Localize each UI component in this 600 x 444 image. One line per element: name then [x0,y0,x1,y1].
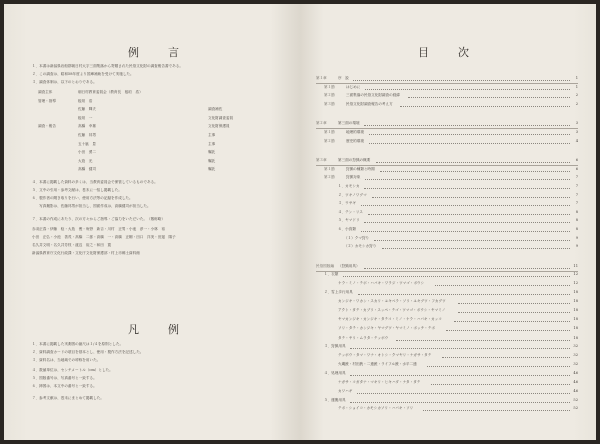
toc-leader [364,268,570,269]
staff-name: 板垣 浩 [78,98,93,103]
toc-leader [350,375,570,376]
toc-page-number: 8 [575,227,578,231]
toc-entry [316,210,578,218]
toc-title: ２．雪上歩行用具 [324,290,353,295]
toc-label: 第３節 [324,101,335,106]
staff-name: 佐藤 邦男 [78,133,96,137]
hanrei-item: ７．参考文献は、巻末にまとめて掲載した。 [32,396,104,400]
toc-title: テボ・ショイコ・カモシカソリ・ハバキ・ソリ [338,406,414,411]
toc-entry [316,201,578,209]
staff-row [32,124,272,130]
toc-page-number: 8 [575,218,578,223]
staff-note: 調査補佐 [208,107,223,112]
toc-entry [316,353,578,361]
toc-leader [380,171,570,172]
toc-entry [316,85,578,93]
toc-leader [454,321,570,322]
toc-title: ３．ウサギ [338,201,356,206]
toc-page-number: 18 [573,308,578,312]
staff-role: 管理・指導 [38,98,56,103]
hanrei-item: ６．挿図は、本文中の番号と一致する。 [32,384,97,388]
toc-leader [458,312,570,313]
staff-note: 主事 [208,133,216,137]
toc-entry [316,175,578,183]
staff-role: 調査・報告 [38,124,56,129]
toc-page-number: 18 [573,326,578,331]
toc-entry [316,290,578,298]
reigen-item: ５．文中の引用・参考文献は、巻末に一括し掲載した。 [32,188,122,192]
staff-row [32,142,272,148]
toc-entry [316,308,578,316]
toc-leader [365,179,570,180]
staff-row [32,133,272,139]
toc-leader [343,276,570,277]
toc-title: カンジキ・ワカン・スカリ・ユキベラ・ソリ・ユキグツ・フカグツ [338,298,446,303]
toc-title: ４．処理用具 [324,371,346,376]
staff-row [32,159,272,165]
staff-role: 調査主体 [38,90,53,94]
toc-label: 第３章 [316,158,327,163]
toc-page-number: 6 [575,158,578,163]
toc-page-number: 46 [573,389,578,393]
toc-entry [316,389,578,397]
staff-row [32,116,272,122]
hanrei-item: ２．資料調査カードの項目を基本とし、使用・製作方法を記述した。 [32,350,144,354]
toc-label: 第１節 [324,84,335,89]
toc-entry [316,326,578,334]
toc-entry [316,380,578,388]
staff-note: 主事 [208,141,216,146]
reigen-item: ７．本書の作成にあたり、次の方々からご指導・ご協力をいただいた。（敬称略） [32,217,165,221]
toc-entry [316,227,578,235]
toc-leader [442,357,570,358]
toc-title: ナガサ・コガタナ・マキリ・ヒキハダ・ナタ・タテ [338,379,421,384]
toc-title: はじめに [346,84,361,89]
toc-page-number: 7 [575,184,578,188]
toc-page-number: 18 [573,317,578,322]
hanrei-item: １．本書に掲載した実測図の縮尺は１/４を原則とした。 [32,342,124,346]
toc-page-number: 12 [573,272,578,277]
toc-title: 歴史的環境 [346,138,364,143]
toc-title: 第三面の狩猟の概要 [338,158,371,163]
toc-leader [382,248,570,249]
toc-label: 第２章 [316,121,327,126]
thanks-line: 新潟県教育庁文化行政課・文化庁文化財保護部・村上市郷土資料館 [32,251,140,255]
hanrei-item: ３．資料名は、当地域での呼称を用いた。 [32,358,101,362]
left-page [4,4,300,440]
toc-title: 狩猟の種類と時期 [346,166,375,171]
toc-title: ４．テン・リス [338,209,363,214]
toc-title: 火縄銃・村田銃・二連銃・ライフル銃・水平二連 [338,362,417,366]
toc-title: 地理的環境 [346,130,364,134]
toc-page-number: 9 [575,244,578,249]
toc-leader [353,80,570,81]
toc-title: （２）カモシカ狩り [344,244,377,249]
staff-note: 嘱託 [208,150,216,155]
toc-entry [316,272,578,280]
hanrei-item: ５．図版番号は、写真番号と一致する。 [32,376,97,380]
toc-title: ２．ツキノワグマ [338,192,367,197]
toc-entry [316,281,578,289]
toc-entry [316,236,578,244]
toc-leader [408,97,571,98]
toc-leader [431,384,570,385]
toc-leader [364,125,570,126]
toc-label: 民俗図版編 [316,263,334,268]
toc-page-number: 1 [575,76,578,80]
staff-name: 高橋 幸雄 [78,124,96,129]
toc-page-number: 7 [575,201,578,206]
reigen-item: 写真撮影は、佐藤邦男が担当し、図面作成は、高橋健司が担当した。 [32,204,151,208]
toc-leader [458,303,570,304]
reigen-heading: 例 言 [128,46,188,59]
toc-page-number: 3 [575,121,578,126]
toc-label: 第２節 [324,138,335,143]
toc-title: ５．運搬用具 [324,397,346,402]
toc-entry [316,317,578,325]
toc-page-number: 2 [575,101,578,106]
reigen-item: ６．製作者の聞き取りを行い、使用方法等の記録を作成した。 [32,196,133,200]
toc-title: ６．小鳥類 [338,227,356,231]
thanks-line: 名久井文明・名久井芳枝・渡辺 裕之・和田 寛 [32,243,112,247]
toc-page-number: 52 [573,397,578,402]
toc-title: 民俗文化財調査報告の考え方 [346,101,393,106]
toc-title: 序 説 [338,76,349,80]
toc-title: ソリ・タテ・カンジキ・ヤマグツ・ヤマミノ・ボッチ・テボ [338,326,435,331]
toc-label: 第１章 [316,76,327,80]
toc-title: ヤマカンジキ・カンジキ・タテコ・ミノ・ケラ・ハバキ・カッコ [338,317,442,322]
toc-leader [368,214,570,215]
toc-leader [372,197,570,198]
toc-leader [350,402,570,403]
staff-note: 文化財調査委員 [208,115,234,120]
staff-name: 高橋 健司 [78,167,96,172]
toc-entry [316,406,578,414]
toc-leader [369,143,571,144]
toc-title: カワハギ [338,389,353,393]
toc-title: テッポウ・タマ・ワナ・オトシ・クマヤリ・ナガサ・タテ [338,352,432,357]
reigen-item: ４．本書に掲載した資料の多くは、当教育委員会で保管しているものである。 [32,180,158,184]
staff-row [32,107,272,113]
toc-entry [316,336,578,344]
toc-leader [364,188,570,189]
toc-page-number: 4 [575,138,578,143]
book-spread [4,4,596,440]
staff-note: 文化財保護員 [208,124,230,129]
staff-name: 五十嵐 豊 [78,141,96,146]
toc-entry [316,398,578,406]
toc-entry [316,218,578,226]
toc-heading: 目 次 [418,46,478,59]
staff-row [32,150,272,156]
toc-entry [316,362,578,370]
toc-label: 第１節 [324,130,335,134]
toc-title: 狩猟対象 [346,175,361,180]
staff-row [32,167,272,173]
toc-title: タテ・ヤリ・ムラタ・テッポウ [338,335,389,340]
toc-entry [316,344,578,352]
thanks-line: 小田 正弘・小池 善茂・高橋 二郎・高橋 一・高橋 正剛・田口 洋美・田邊 陽子 [32,235,176,239]
toc-page-number: 32 [573,352,578,357]
toc-page-number: 3 [575,130,578,134]
toc-leader [358,294,570,295]
staff-note: 嘱託 [208,158,216,163]
reigen-item: ２．この調査は、昭和58年度より国庫補助を受けて実施した。 [32,72,134,76]
toc-leader [361,205,571,206]
toc-page-number: 11 [573,263,578,268]
toc-page-number: 18 [573,335,578,340]
staff-name: 朝日村教育委員会（教育長 板垣 浩） [78,90,143,94]
toc-leader [365,89,570,90]
hanrei-heading: 凡 例 [128,323,188,336]
toc-entry [316,193,578,201]
staff-name: 小田 勇二 [78,150,96,155]
toc-title: １．衣類 [324,272,339,277]
toc-title: ３．狩猟用具 [324,344,346,349]
toc-leader [423,410,570,411]
toc-entry [316,130,578,138]
toc-page-number: 18 [573,298,578,303]
toc-leader [435,285,570,286]
toc-leader [364,222,570,223]
toc-entry [316,244,578,252]
toc-page-number: 8 [575,209,578,214]
toc-page-number: 12 [573,281,578,285]
toc-title: 三面集落の民俗文化財調査の経緯 [346,93,400,98]
staff-name: 佐藤 輝夫 [78,107,96,112]
toc-leader [427,366,570,367]
toc-page-number: 46 [573,371,578,376]
toc-page-number: 32 [573,362,578,366]
toc-leader [374,240,570,241]
toc-entry [316,93,578,101]
toc-title: ５．ヤマドリ [338,218,360,223]
toc-label: 第２節 [324,93,335,98]
staff-name: 板垣 一 [78,115,93,120]
toc-title: 第三面の環境 [338,121,360,126]
toc-entry [316,102,578,110]
toc-title: アクト・タテ・カブリ・スッペ・テゴ・ツマゴ・ボウシ・ヤマミノ [338,308,446,312]
staff-row [32,99,272,105]
toc-title: ケラ・ミノ・テボ・ハバキ・ワラジ・ツマゴ・ボウシ [338,281,425,285]
staff-row [32,90,272,96]
toc-entry [316,139,578,147]
toc-title: （狩猟用具） [338,263,360,268]
toc-page-number: 1 [575,84,578,89]
toc-entry [316,371,578,379]
toc-page-number: 9 [575,235,578,240]
toc-leader [361,231,571,232]
toc-leader [400,106,570,107]
toc-leader [446,330,570,331]
toc-page-number: 46 [573,379,578,384]
toc-title: １．カモシカ [338,184,360,188]
toc-page-number: 7 [575,192,578,197]
staff-name: 大島 光 [78,158,93,163]
toc-page-number: 2 [575,93,578,98]
toc-label: 第２節 [324,175,335,180]
reigen-item: ３．調査体制は、以下のとおりである。 [32,80,97,84]
toc-page-number: 6 [575,166,578,171]
toc-entry [316,299,578,307]
toc-page-number: 7 [575,175,578,180]
toc-page-number: 52 [573,406,578,411]
staff-note: 嘱託 [208,167,216,172]
toc-title: （１）クマ狩り [344,235,370,240]
thanks-line: 赤羽正春・伊藤 稔・大島 俊・角野 新吉・川村 正男・小池 淳一・小林 裕 [32,227,165,231]
reigen-item: １．本書は新潟県岩船郡朝日村大字三面集落から寄贈された民俗文化財の調査報告書である。 [32,64,183,68]
hanrei-item: ４．数値単位は、センチメートル（cm）とした。 [32,368,113,372]
toc-page-number: 32 [573,344,578,349]
toc-label: 第１節 [324,166,335,171]
toc-leader [396,340,570,341]
toc-entry [316,184,578,192]
toc-leader [357,393,570,394]
right-page [300,4,596,440]
toc-leader [376,162,570,163]
toc-page-number: 18 [573,290,578,295]
toc-leader [350,348,570,349]
toc-leader [369,134,571,135]
toc-entry [316,167,578,175]
